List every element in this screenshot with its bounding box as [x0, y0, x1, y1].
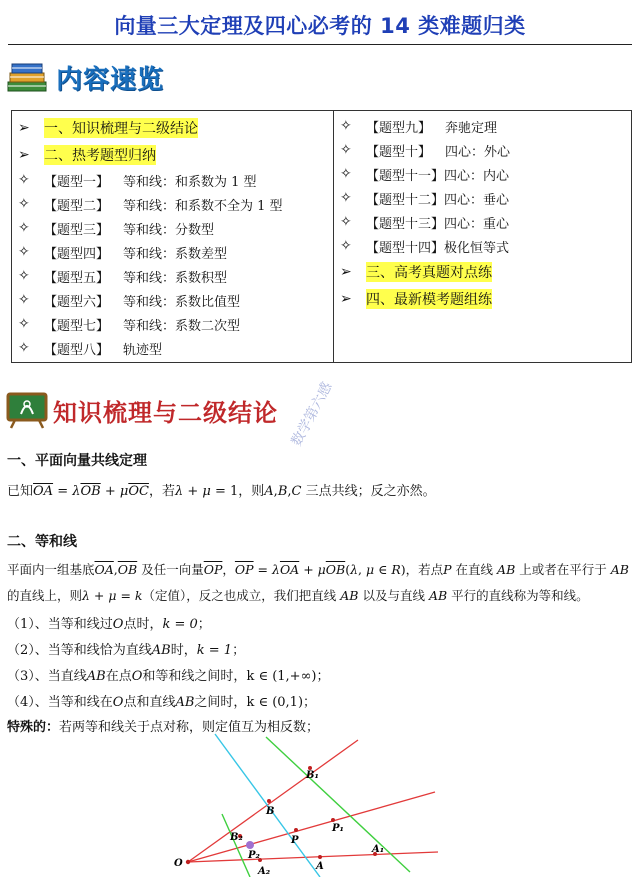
ray-oa — [188, 852, 438, 862]
books-icon — [6, 58, 50, 96]
toc-item[interactable]: ➢ 二、热考题型归纳 — [18, 146, 156, 164]
overview-heading — [6, 56, 164, 98]
toc-item[interactable]: ➢ 三、高考真题对点练 — [340, 263, 492, 281]
toc-item[interactable]: ➢ 一、知识梳理与二级结论 — [18, 119, 198, 137]
blackboard-icon — [5, 390, 49, 430]
toc-item[interactable]: ✧ 【题型九】 奔驰定理 — [340, 118, 498, 136]
section-banner-title: 知识梳理与二级结论 — [53, 398, 278, 427]
toc-item[interactable]: ➢ 四、最新模考题组练 — [340, 290, 492, 308]
diamond-bullet-icon: ✧ — [340, 118, 352, 134]
diamond-bullet-icon: ✧ — [18, 340, 30, 356]
toc-item[interactable]: ✧ 【题型七】 等和线：系数二次型 — [18, 316, 241, 334]
point-label: P — [291, 835, 299, 846]
toc-item[interactable]: ✧ 【题型十三】 四心：重心 — [340, 214, 510, 232]
point-label: A — [316, 861, 324, 872]
point-label: O — [174, 858, 183, 869]
diamond-bullet-icon: ✧ — [18, 220, 30, 236]
toc-item[interactable]: ✧ 【题型十四】 极化恒等式 — [340, 238, 510, 256]
watermark: 数学第六感 — [288, 379, 336, 449]
point-label: B — [266, 806, 275, 817]
diamond-bullet-icon: ✧ — [340, 142, 352, 158]
arrow-bullet-icon: ➢ — [18, 119, 30, 136]
point-label: P₂ — [248, 850, 260, 861]
equal-sum-line-definition: 平面内一组基底$\overline{OA},\overline{OB}$ 及任一向量$\overline{OP}$，$\overline{OP} = \lambda\overline{OA} + \mu\overline{OB}(\lambda$, μ ∈ R)，若点P 在直线 AB 上或者在平行于 AB — [7, 562, 629, 577]
toc-item[interactable]: ✧ 【题型十二】 四心：垂心 — [340, 190, 510, 208]
section-heading: 一、平面向量共线定理 — [7, 453, 147, 469]
toc-item[interactable]: ✧ 【题型五】 等和线：系数积型 — [18, 268, 228, 286]
ray-ob — [188, 740, 358, 862]
point-label: B₂ — [230, 832, 243, 843]
special-note: 特殊的：若两等和线关于点对称，则定值互为相反数； — [7, 720, 320, 735]
toc-item[interactable]: ✧ 【题型四】 等和线：系数差型 — [18, 244, 228, 262]
point-label: P₁ — [332, 823, 344, 834]
arrow-bullet-icon: ➢ — [340, 263, 352, 280]
toc-item[interactable]: ✧ 【题型一】 等和线：和系数为 1 型 — [18, 172, 257, 190]
diamond-bullet-icon: ✧ — [340, 238, 352, 254]
toc-item[interactable]: ✧ 【题型八】 轨迹型 — [18, 340, 163, 358]
diamond-bullet-icon: ✧ — [18, 244, 30, 260]
equal-sum-lines-figure — [170, 732, 470, 877]
arrow-bullet-icon: ➢ — [340, 290, 352, 307]
point-label: A₂ — [258, 866, 271, 877]
toc-item[interactable]: ✧ 【题型二】 等和线：和系数不全为 1 型 — [18, 196, 283, 214]
ray-op — [188, 792, 435, 862]
toc-item[interactable]: ✧ 【题型十一】 四心：内心 — [340, 166, 510, 184]
toc-item[interactable]: ✧ 【题型三】 等和线：分数型 — [18, 220, 215, 238]
overview-title: 内容速览 — [56, 64, 165, 95]
document-title: 向量三大定理及四心必考的 14 类难题归类 — [114, 14, 526, 38]
diamond-bullet-icon: ✧ — [340, 166, 352, 182]
toc-item[interactable]: ✧ 【题型六】 等和线：系数比值型 — [18, 292, 241, 310]
diamond-bullet-icon: ✧ — [18, 196, 30, 212]
case-item: （4）、当等和线在O点和直线AB之间时，k ∈ (0,1)； — [7, 695, 317, 710]
contents-table — [11, 110, 632, 363]
case-item: （3）、当直线AB在点O和等和线之间时，k ∈ (1,+∞)； — [7, 669, 330, 684]
equal-sum-line-definition-cont: 的直线上，则λ + μ = k（定值），反之也成立，我们把直线 AB 以及与直线 AB 平行的直线称为等和线。 — [7, 588, 589, 603]
equal-sum-line-1 — [266, 737, 410, 872]
case-item: （2）、当等和线恰为直线AB时，k = 1； — [7, 643, 246, 658]
diamond-bullet-icon: ✧ — [340, 214, 352, 230]
title-divider — [8, 44, 632, 45]
diamond-bullet-icon: ✧ — [18, 316, 30, 332]
diamond-bullet-icon: ✧ — [340, 190, 352, 206]
section-banner — [5, 388, 278, 432]
diamond-bullet-icon: ✧ — [18, 292, 30, 308]
diamond-bullet-icon: ✧ — [18, 268, 30, 284]
toc-item[interactable]: ✧ 【题型十】 四心：外心 — [340, 142, 511, 160]
diamond-bullet-icon: ✧ — [18, 172, 30, 188]
point-label: A₁ — [372, 844, 385, 855]
arrow-bullet-icon: ➢ — [18, 146, 30, 163]
case-item: （1）、当等和线过O点时，k = 0； — [7, 617, 211, 632]
section-heading: 二、等和线 — [7, 534, 77, 550]
contents-left-column — [12, 111, 334, 362]
collinear-theorem-text: 已知$\overline{OA} = \lambda\overline{OB} + \mu\overline{OC}$，若λ + μ = 1，则A,B,C 三点共线；反之亦然。 — [7, 484, 436, 499]
contents-right-column — [334, 111, 631, 362]
point-label: B₁ — [306, 770, 319, 781]
